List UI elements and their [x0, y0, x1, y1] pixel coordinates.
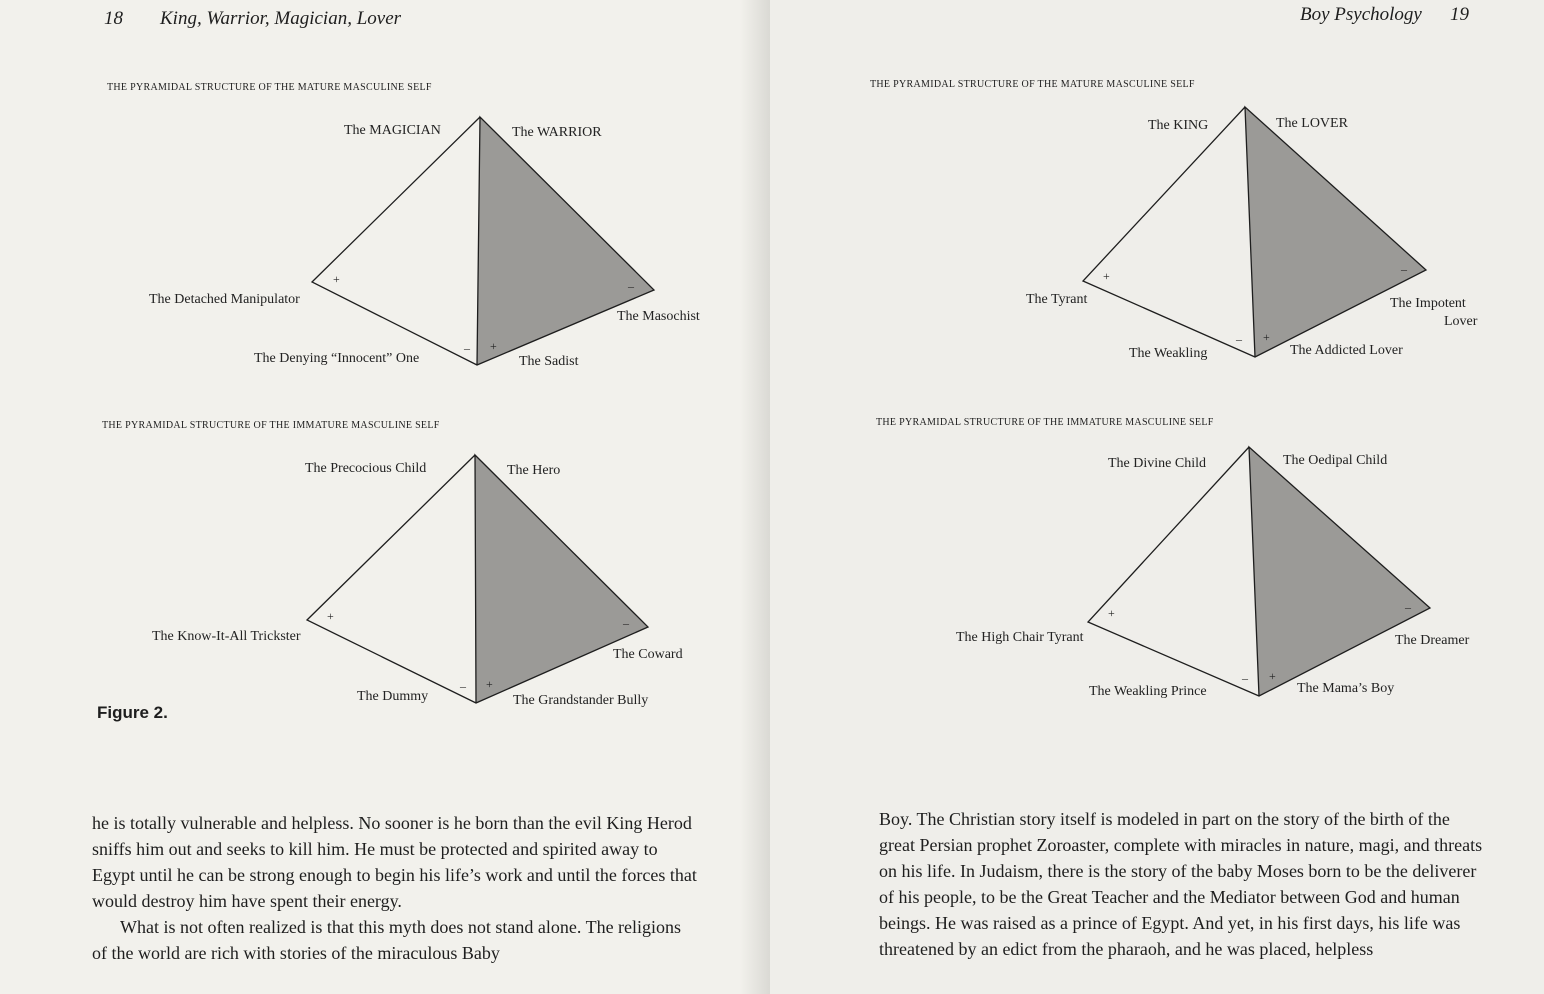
- left-body-text: [92, 810, 700, 966]
- label-sadist: The Sadist: [519, 354, 579, 369]
- immature-pyramid-right: [956, 447, 1470, 699]
- paragraph: Boy. The Christian story itself is modeled in part on the story of the birth of the great Persian prophet Zoroaster, complete with miracles in nature, magi, and threats on his life. In Judaism, there is the story of the baby Moses born to be the deliverer of his people, to be the Great Teacher and the Mediator between God and human beings. He was raised as a prince of Egypt. And yet, in his first days, his life was threatened by an edict from the pharaoh, and he was placed, helpless: [879, 809, 1483, 959]
- label-oedipal-child: The Oedipal Child: [1283, 453, 1388, 468]
- plus-sign: +: [490, 339, 497, 353]
- plus-sign: +: [1269, 669, 1276, 683]
- label-king: The KING: [1148, 118, 1209, 133]
- label-dreamer: The Dreamer: [1395, 633, 1470, 648]
- label-impotent: The Impotent: [1390, 296, 1466, 311]
- right-page: [770, 0, 1544, 994]
- page-number: 19: [1450, 4, 1469, 25]
- paragraph: he is totally vulnerable and helpless. No sooner is he born than the evil King Herod sniffs him out and seeks to kill him. He must be protected and spirited away to Egypt until he can be strong enough to begin his life’s work and until the forces that would destroy him have spent their energy.: [92, 813, 697, 911]
- immature-caption: THE PYRAMIDAL STRUCTURE OF THE IMMATURE MASCULINE SELF: [102, 420, 440, 431]
- minus-sign: –: [1401, 262, 1407, 276]
- immature-pyramid-left: [152, 455, 683, 708]
- plus-sign: +: [327, 609, 334, 623]
- label-dummy: The Dummy: [357, 689, 429, 704]
- minus-sign: –: [460, 679, 466, 693]
- plus-sign: +: [1263, 330, 1270, 344]
- label-lover: The LOVER: [1276, 116, 1348, 131]
- mature-caption: THE PYRAMIDAL STRUCTURE OF THE MATURE MASCULINE SELF: [870, 79, 1195, 90]
- label-weakling: The Weakling: [1129, 346, 1208, 361]
- running-head: Boy Psychology: [1300, 4, 1422, 25]
- minus-sign: –: [464, 341, 470, 355]
- label-detached-manipulator: The Detached Manipulator: [149, 292, 300, 307]
- label-know-it-all-trickster: The Know-It-All Trickster: [152, 629, 301, 644]
- immature-caption: THE PYRAMIDAL STRUCTURE OF THE IMMATURE MASCULINE SELF: [876, 417, 1214, 428]
- label-mamas-boy: The Mama’s Boy: [1297, 681, 1395, 696]
- label-warrior: The WARRIOR: [512, 125, 602, 140]
- plus-sign: +: [486, 677, 493, 691]
- label-impotent-lover: Lover: [1444, 314, 1478, 329]
- page-number: 18: [104, 8, 123, 29]
- label-hero: The Hero: [507, 463, 561, 478]
- label-tyrant: The Tyrant: [1026, 292, 1088, 307]
- minus-sign: –: [1236, 332, 1242, 346]
- plus-sign: +: [333, 272, 340, 286]
- label-high-chair-tyrant: The High Chair Tyrant: [956, 630, 1084, 645]
- paragraph: What is not often realized is that this myth does not stand alone. The religions of the world are rich with stories of the miraculous Baby: [92, 917, 682, 963]
- minus-sign: –: [628, 279, 634, 293]
- label-grandstander-bully: The Grandstander Bully: [513, 693, 649, 708]
- plus-sign: +: [1103, 269, 1110, 283]
- label-magician: The MAGICIAN: [344, 123, 441, 138]
- label-divine-child: The Divine Child: [1108, 456, 1206, 471]
- plus-sign: +: [1108, 606, 1115, 620]
- pyramid-shaded-face: [1245, 107, 1426, 357]
- minus-sign: –: [1242, 671, 1248, 685]
- label-coward: The Coward: [613, 647, 683, 662]
- label-addicted-lover: The Addicted Lover: [1290, 343, 1403, 358]
- label-masochist: The Masochist: [617, 309, 700, 324]
- right-body-text: [879, 806, 1485, 962]
- running-head: King, Warrior, Magician, Lover: [160, 8, 402, 29]
- mature-caption: THE PYRAMIDAL STRUCTURE OF THE MATURE MASCULINE SELF: [107, 82, 432, 93]
- pyramid-shaded-face: [1249, 447, 1430, 696]
- mature-pyramid-right: [1026, 107, 1478, 361]
- left-page: [0, 0, 770, 994]
- label-precocious-child: The Precocious Child: [305, 461, 427, 476]
- minus-sign: –: [1405, 600, 1411, 614]
- label-weakling-prince: The Weakling Prince: [1089, 684, 1207, 699]
- minus-sign: –: [623, 616, 629, 630]
- figure-label: Figure 2.: [97, 703, 168, 722]
- mature-pyramid-left: [149, 117, 700, 369]
- label-denying-innocent: The Denying “Innocent” One: [254, 351, 420, 366]
